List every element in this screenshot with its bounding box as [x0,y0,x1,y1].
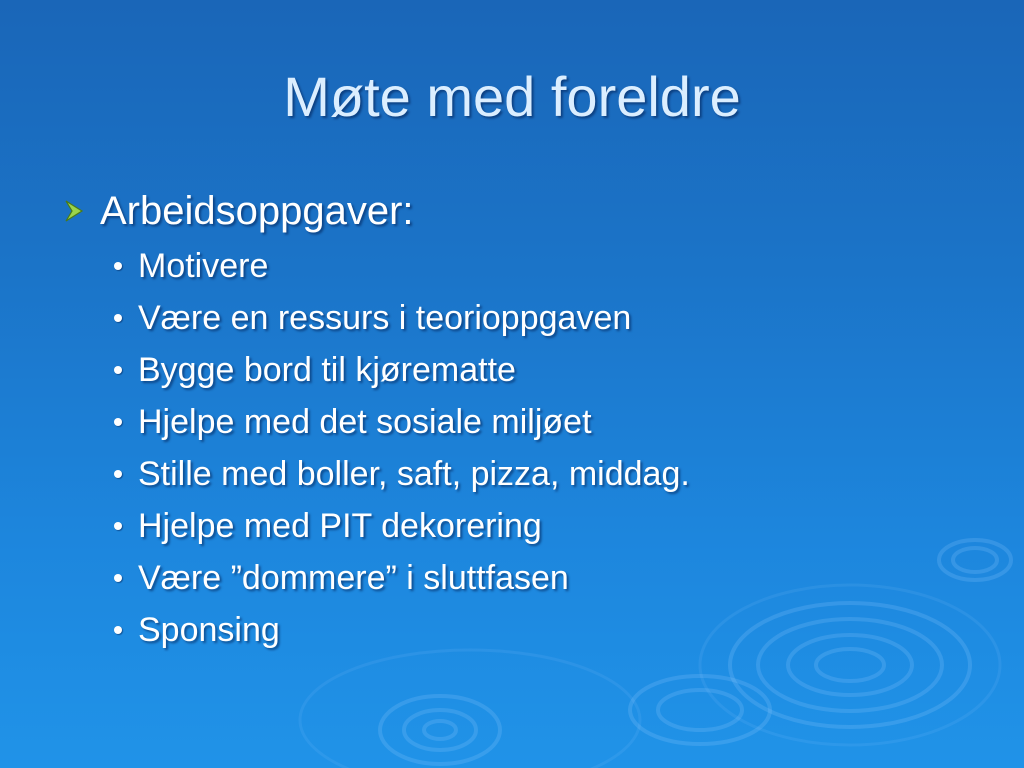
list-item-text: Motivere [138,246,269,285]
bullet-dot-icon [114,314,122,322]
list-item-text: Være ”dommere” i sluttfasen [138,558,569,597]
list-item-text: Hjelpe med det sosiale miljøet [138,402,592,441]
list-item [112,292,690,344]
heading-bullet [62,186,414,236]
list-item [112,552,690,604]
list-item [112,500,690,552]
task-list [112,240,690,656]
bullet-dot-icon [114,574,122,582]
list-item [112,240,690,292]
bullet-dot-icon [114,366,122,374]
bullet-dot-icon [114,418,122,426]
bullet-dot-icon [114,522,122,530]
bullet-dot-icon [114,626,122,634]
list-item [112,396,690,448]
list-item-text: Sponsing [138,610,280,649]
list-item [112,344,690,396]
bullet-dot-icon [114,470,122,478]
list-item [112,448,690,500]
heading-text: Arbeidsoppgaver: [100,188,414,233]
arrow-bullet-icon [62,191,90,231]
list-item-text: Stille med boller, saft, pizza, middag. [138,454,690,493]
list-item-text: Hjelpe med PIT dekorering [138,506,542,545]
bullet-dot-icon [114,262,122,270]
list-item [112,604,690,656]
list-item-text: Bygge bord til kjørematte [138,350,516,389]
list-item-text: Være en ressurs i teorioppgaven [138,298,632,337]
slide-title: Møte med foreldre [283,65,741,128]
